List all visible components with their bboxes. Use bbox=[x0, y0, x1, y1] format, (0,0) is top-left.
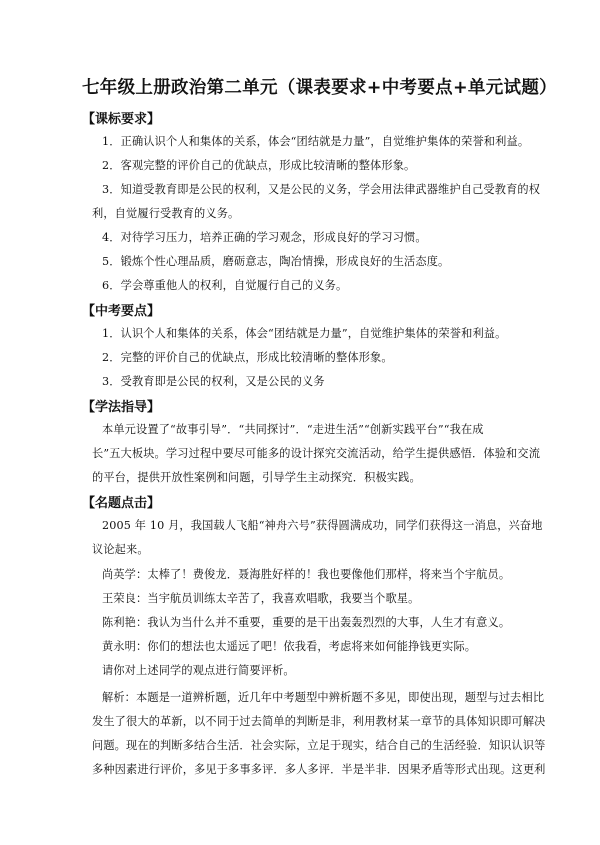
list-item: 2．完整的评价自己的优缺点，形成比较清晰的整体形象。 bbox=[102, 351, 393, 364]
analysis-line: 解析：本题是一道辨析题，近几年中考题型中辨析题不多见，即使出现，题型与过去相比 bbox=[102, 691, 545, 704]
dialogue-line: 王荣良：当宇航员训练太辛苦了，我喜欢唱歌，我要当个歌星。 bbox=[102, 592, 420, 605]
paragraph-line: 2005 年 10 月，我国载人飞船“神舟六号”获得圆满成功，同学们获得这一消息，兴奋地 bbox=[102, 519, 543, 532]
question-line: 请你对上述同学的观点进行简要评析。 bbox=[102, 664, 295, 677]
list-item: 2．客观完整的评价自己的优缺点，形成比较清晰的整体形象。 bbox=[102, 159, 416, 172]
analysis-line: 多种因素进行评价，多见于多事多评．多人多评．半是半非．因果矛盾等形式出现。这更利 bbox=[92, 763, 546, 776]
list-item: 4．对待学习压力，培养正确的学习观念，形成良好的学习习惯。 bbox=[102, 231, 427, 244]
section-heading-mingti: 【名题点击】 bbox=[82, 496, 161, 511]
section-heading-xuefa: 【学法指导】 bbox=[82, 400, 161, 415]
list-item-continuation: 利，自觉履行受教育的义务。 bbox=[92, 207, 240, 220]
dialogue-line: 陈利艳：我认为当什么并不重要，重要的是干出轰轰烈烈的大事，人生才有意义。 bbox=[102, 616, 511, 629]
dialogue-line: 黄永明：你们的想法也太遥远了吧！依我看，考虑将来如何能挣钱更实际。 bbox=[102, 640, 477, 653]
section-heading-zhongkao: 【中考要点】 bbox=[82, 304, 161, 319]
paragraph-line: 本单元设置了“故事引导”．“共同探讨”．“走进生活”“创新实践平台”“我在成 bbox=[102, 423, 484, 436]
analysis-line: 发生了很大的革新，以不同于过去简单的判断是非，利用教材某一章节的具体知识即可解决 bbox=[92, 715, 546, 728]
dialogue-line: 尚英学：太棒了！费俊龙．聂海胜好样的！我也要像他们那样，将来当个宇航员。 bbox=[102, 568, 511, 581]
list-item: 6．学会尊重他人的权利，自觉履行自己的义务。 bbox=[102, 279, 348, 292]
paragraph-line: 议论起来。 bbox=[92, 543, 149, 556]
list-item: 1．正确认识个人和集体的关系，体会“团结就是力量”，自觉维护集体的荣誉和利益。 bbox=[102, 135, 530, 148]
paragraph-line: 长”五大板块。学习过程中要尽可能多的设计探究交流活动，给学生提供感悟．体验和交流 bbox=[92, 447, 541, 460]
list-item: 1．认识个人和集体的关系，体会“团结就是力量”，自觉维护集体的荣誉和利益。 bbox=[102, 327, 507, 340]
list-item: 3．知道受教育即是公民的权利，又是公民的义务，学会用法律武器维护自己受教育的权 bbox=[102, 183, 541, 196]
document-title: 七年级上册政治第二单元（课表要求+中考要点+单元试题） bbox=[82, 78, 557, 98]
section-heading-kebiao: 【课标要求】 bbox=[82, 112, 161, 127]
paragraph-line: 的平台，提供开放性案例和问题，引导学生主动探究．积极实践。 bbox=[92, 471, 421, 484]
list-item: 5．锻炼个性心理品质，磨砺意志，陶冶情操，形成良好的生活态度。 bbox=[102, 255, 450, 268]
analysis-line: 问题。现在的判断多结合生活．社会实际，立足于现实，结合自己的生活经验．知识认识等 bbox=[92, 739, 546, 752]
list-item: 3．受教育即是公民的权利，又是公民的义务 bbox=[102, 375, 325, 388]
